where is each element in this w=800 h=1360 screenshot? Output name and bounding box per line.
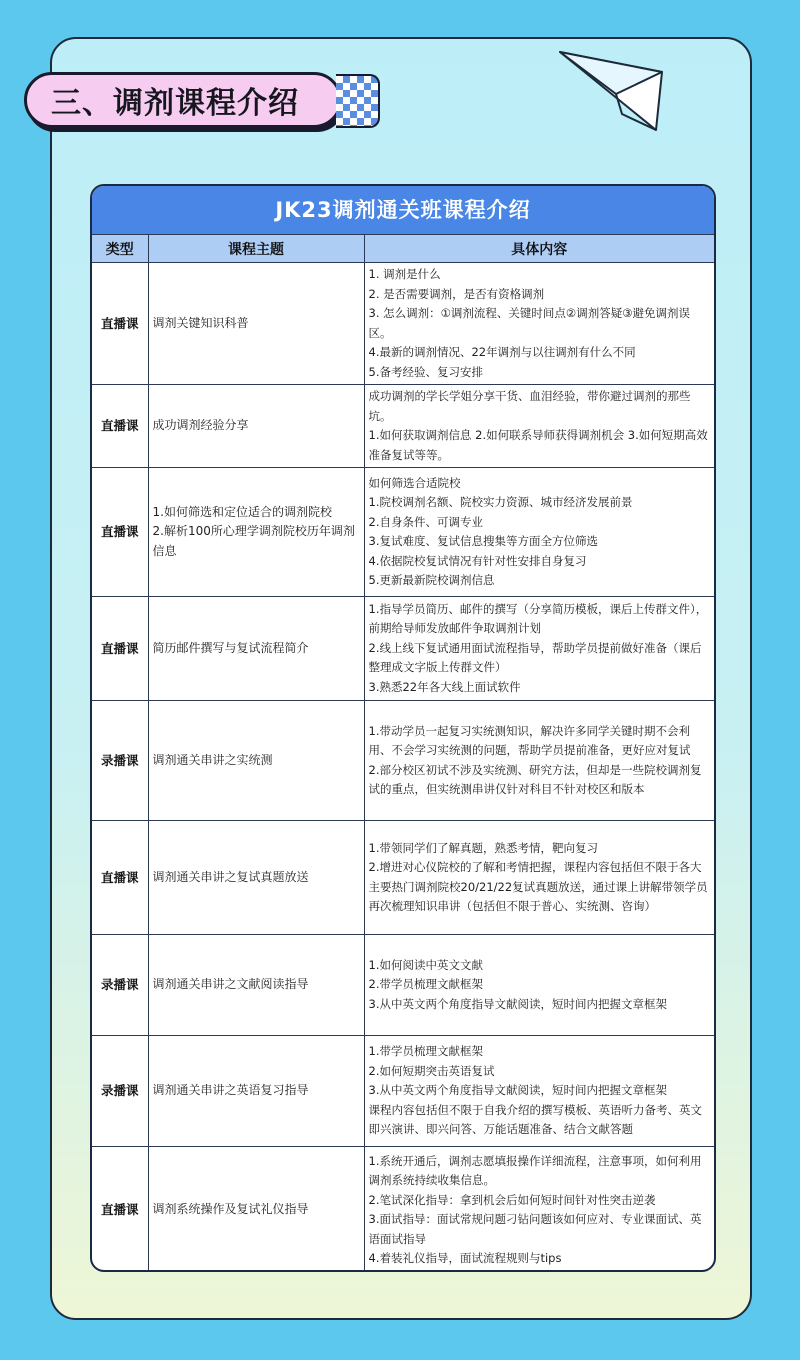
course-content	[364, 935, 714, 1036]
course-content	[364, 385, 714, 468]
content-line: 1.系统开通后，调剂志愿填报操作详细流程，注意事项，如何利用调剂系统持续收集信息。	[368, 1153, 702, 1187]
course-type: 直播课	[92, 821, 148, 935]
content-line: 1.如何获取调剂信息 2.如何联系导师获得调剂机会 3.如何短期高效准备复试等等。	[368, 428, 708, 462]
content-line: 3. 怎么调剂：①调剂流程、关键时间点②调剂答疑③避免调剂误区。	[368, 306, 691, 340]
course-content	[364, 468, 714, 597]
content-line: 2.增进对心仪院校的了解和考情把握，课程内容包括但不限于各大主要热门调剂院校20/21/22复试真题放送，通过课上讲解带领学员再次梳理知识串讲（包括但不限于普心、实统测、咨询）	[368, 860, 708, 913]
table-row	[92, 468, 714, 597]
course-content	[364, 701, 714, 821]
content-line: 4.依据院校复试情况有针对性安排自身复习	[368, 553, 587, 568]
course-type: 直播课	[92, 385, 148, 468]
header-type: 类型	[92, 235, 148, 263]
course-content	[364, 263, 714, 385]
course-topic	[148, 385, 364, 468]
course-type: 录播课	[92, 701, 148, 821]
content-line: 成功调剂的学长学姐分享干货、血泪经验，带你避过调剂的那些坑。	[368, 389, 691, 423]
topic-line: 调剂通关串讲之复试真题放送	[152, 869, 309, 884]
course-topic	[148, 263, 364, 385]
course-type: 直播课	[92, 468, 148, 597]
content-line: 2.笔试深化指导：拿到机会后如何短时间针对性突击逆袭	[368, 1192, 656, 1207]
content-line: 4.最新的调剂情况、22年调剂与以往调剂有什么不同	[368, 345, 636, 359]
table-row	[92, 701, 714, 821]
content-line: 5.更新最新院校调剂信息	[368, 573, 495, 587]
course-type: 直播课	[92, 263, 148, 385]
course-content	[364, 1036, 714, 1147]
course-type: 直播课	[92, 597, 148, 701]
topic-line: 2.解析100所心理学调剂院校历年调剂信息	[152, 524, 355, 558]
content-line: 2.带学员梳理文献框架	[368, 977, 483, 992]
header-topic: 课程主题	[148, 235, 364, 263]
header-content: 具体内容	[364, 235, 714, 263]
course-topic	[148, 701, 364, 821]
content-line: 3.复试难度、复试信息搜集等方面全方位筛选	[368, 534, 598, 548]
content-line: 2.如何短期突击英语复试	[368, 1063, 495, 1078]
table-row	[92, 1036, 714, 1147]
topic-line: 1.如何筛选和定位适合的调剂院校	[152, 504, 332, 519]
content-line: 5.备考经验、复习安排	[368, 364, 483, 379]
course-topic	[148, 1147, 364, 1273]
table-row	[92, 821, 714, 935]
section-title: 三、调剂课程介绍	[24, 72, 342, 128]
course-topic	[148, 821, 364, 935]
content-line: 2.线上线下复试通用面试流程指导，帮助学员提前做好准备（课后整理成文字版上传群文件）	[368, 640, 702, 675]
course-type: 录播课	[92, 935, 148, 1036]
table-row	[92, 597, 714, 701]
topic-line: 成功调剂经验分享	[152, 418, 249, 433]
topic-line: 调剂系统操作及复试礼仪指导	[152, 1202, 309, 1217]
content-line: 1.带学员梳理文献框架	[368, 1044, 483, 1059]
course-type: 录播课	[92, 1036, 148, 1147]
course-type: 直播课	[92, 1147, 148, 1273]
course-content	[364, 821, 714, 935]
content-line: 2. 是否需要调剂，是否有资格调剂	[368, 286, 545, 301]
table-row	[92, 935, 714, 1036]
paper-plane-icon	[556, 44, 666, 136]
topic-line: 调剂通关串讲之实统测	[152, 752, 273, 767]
table-row	[92, 1147, 714, 1273]
content-line: 3.面试指导：面试常规问题刁钻问题该如何应对、专业课面试、英语面试指导	[368, 1212, 702, 1246]
topic-line: 调剂关键知识科普	[152, 315, 249, 330]
course-table-card	[90, 184, 716, 1272]
topic-line: 调剂通关串讲之文献阅读指导	[152, 977, 309, 992]
topic-line: 简历邮件撰写与复试流程简介	[152, 640, 309, 655]
content-line: 课程内容包括但不限于自我介绍的撰写模板、英语听力备考、英文即兴演讲、即兴问答、万能话题准备、结合文献答题	[368, 1102, 702, 1137]
checker-decoration	[336, 74, 380, 128]
content-line: 1.院校调剂名额、院校实力资源、城市经济发展前景	[368, 495, 633, 509]
content-line: 1. 调剂是什么	[368, 267, 441, 281]
content-line: 1.指导学员简历、邮件的撰写（分享简历模板，课后上传群文件），前期给导师发放邮件争取调剂计划	[368, 601, 708, 636]
table-row	[92, 385, 714, 468]
content-line: 2.自身条件、可调专业	[368, 514, 483, 529]
topic-line: 调剂通关串讲之英语复习指导	[152, 1083, 309, 1098]
content-line: 2.部分校区初试不涉及实统测、研究方法，但却是一些院校调剂复试的重点，但实统测串讲仅针对科目不针对校区和版本	[368, 762, 702, 796]
content-line: 3.熟悉22年各大线上面试软件	[368, 679, 521, 694]
course-topic	[148, 1036, 364, 1147]
content-line: 1.带动学员一起复习实统测知识，解决许多同学关键时期不会利用、不会学习实统测的问题，帮助学员提前准备，更好应对复试	[368, 723, 691, 757]
content-line: 4.着装礼仪指导，面试流程规则与tips	[368, 1251, 562, 1265]
content-line: 3.从中英文两个角度指导文献阅读，短时间内把握文章框架	[368, 1083, 667, 1098]
table-title: JK23调剂通关班课程介绍	[92, 186, 714, 234]
course-content	[364, 597, 714, 701]
table-row	[92, 263, 714, 385]
content-line: 1.带领同学们了解真题，熟悉考情，靶向复习	[368, 840, 598, 855]
content-line: 1.如何阅读中英文文献	[368, 957, 483, 972]
course-topic	[148, 935, 364, 1036]
table-header-row	[92, 235, 714, 263]
course-table	[92, 234, 714, 1272]
course-content	[364, 1147, 714, 1273]
course-topic	[148, 468, 364, 597]
content-line: 3.从中英文两个角度指导文献阅读，短时间内把握文章框架	[368, 996, 667, 1011]
course-topic	[148, 597, 364, 701]
content-line: 如何筛选合适院校	[368, 475, 461, 490]
